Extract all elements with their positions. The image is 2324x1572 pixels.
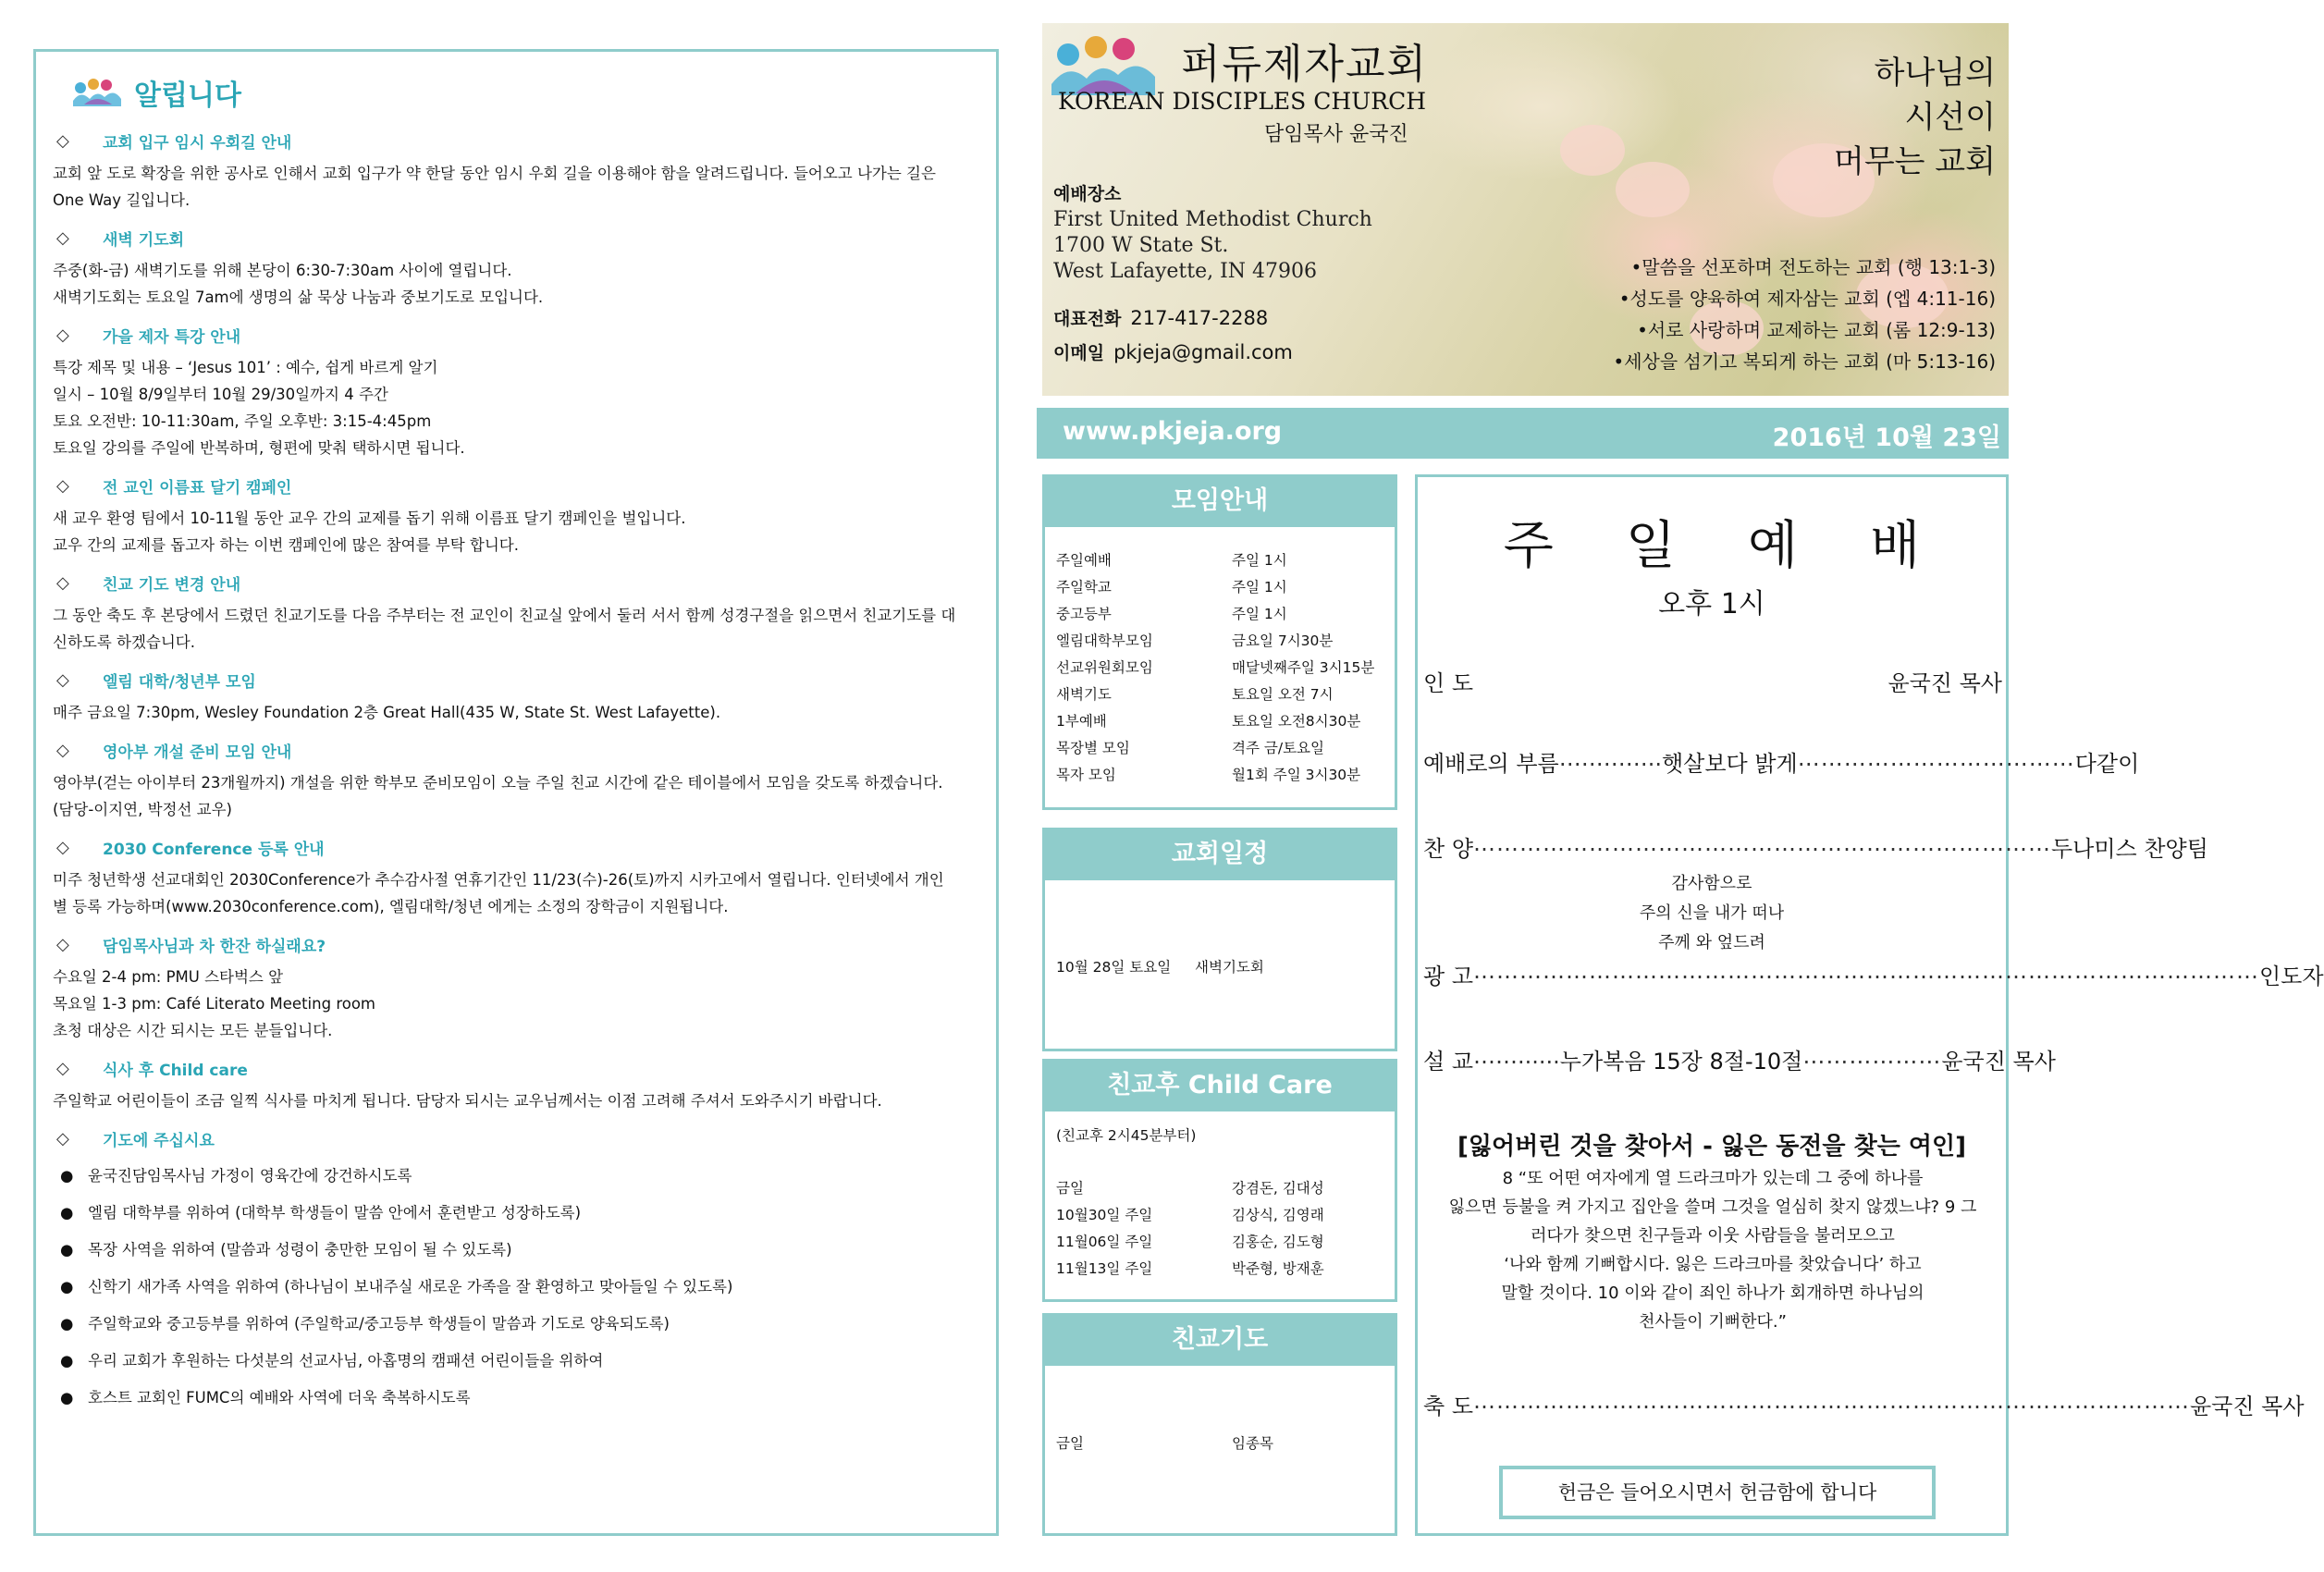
- row-label: 새벽기도: [1056, 686, 1112, 703]
- announcement-leader: 인도자: [2259, 964, 2324, 989]
- row-label: 11월06일 주일: [1056, 1234, 1153, 1250]
- table-row: [1056, 1229, 1383, 1256]
- row-value: 강겸돈, 김대성: [1232, 1180, 1324, 1197]
- notice-heading: [53, 129, 979, 153]
- table-row: [1056, 1202, 1383, 1229]
- row-label: 주일학교: [1056, 579, 1112, 596]
- offering-notice: 헌금은 들어오시면서 헌금함에 합니다: [1499, 1466, 1936, 1519]
- prayer-text: 우리 교회가 후원하는 다섯분의 선교사님, 아홉명의 캠패션 어린이들을 위하여: [88, 1352, 604, 1369]
- meetings-title: 모임안내: [1042, 474, 1397, 527]
- sermon-label: 설 교: [1423, 1049, 1473, 1075]
- mission-item: •성도를 양육하여 제자삼는 교회 (엡 4:11-16): [1618, 288, 1996, 310]
- venue-line: West Lafayette, IN 47906: [1053, 260, 1318, 283]
- notice-heading-text: 2030 Conference 등록 안내: [103, 841, 325, 859]
- hymn-item: 주께 와 엎드려: [1658, 933, 1765, 952]
- scripture-line: ‘나와 함께 기뻐합시다. 잃은 드라크마를 찾았습니다’ 하고: [1504, 1255, 1922, 1274]
- notice-line: 그 동안 축도 후 본당에서 드렸던 친교기도를 다음 주부터는 전 교인이 친교실 앞에서 둘러 서서 함께 성경구절을 읽으면서 친교기도를 대: [53, 607, 956, 624]
- row-label: 선교위원회모임: [1056, 659, 1153, 676]
- prayer-item: [53, 1343, 979, 1380]
- phone-number: 217-417-2288: [1130, 307, 1269, 329]
- notice-heading-text: 가을 제자 특강 안내: [103, 328, 241, 347]
- childcare-box: [1042, 1110, 1397, 1302]
- hymn-row: 찬 양 ………………………………………………………………… 두나미스 찬양팀: [1423, 830, 2208, 862]
- meetings-table: [1056, 547, 1383, 789]
- scripture-line: 러다가 찾으면 친구들과 이웃 사람들을 불러모으고: [1531, 1226, 1895, 1246]
- table-row: [1056, 762, 1383, 789]
- row-label: 11월13일 주일: [1056, 1260, 1153, 1277]
- prayer-item: [53, 1269, 979, 1306]
- childcare-title: 친교후 Child Care: [1042, 1059, 1397, 1111]
- row-value: 주일 1시: [1232, 606, 1287, 622]
- notice-heading: [53, 669, 979, 692]
- diamond-icon: ◇: [56, 670, 69, 690]
- bullet-icon: ●: [60, 1352, 74, 1369]
- diamond-icon: ◇: [56, 935, 69, 954]
- row-label: 금일: [1056, 1180, 1084, 1197]
- notice-heading-text: 친교 기도 변경 안내: [103, 576, 241, 595]
- table-row: [1056, 655, 1383, 682]
- notice-heading-text: 새벽 기도회: [103, 231, 185, 250]
- scripture-line: 말할 것이다. 10 이와 같이 죄인 하나가 회개하면 하나님의: [1501, 1283, 1924, 1303]
- bulletin-date: 2016년 10월 23일: [1772, 424, 2001, 452]
- worship-title: 주일예배: [1503, 516, 1993, 576]
- row-value: 토요일 오전8시30분: [1232, 713, 1361, 730]
- sermon-preacher: 윤국진 목사: [1941, 1049, 2056, 1075]
- diamond-icon: ◇: [56, 741, 69, 760]
- call-leader: 다같이: [2074, 751, 2140, 777]
- bullet-icon: ●: [60, 1315, 74, 1333]
- bullet-icon: ●: [60, 1278, 74, 1296]
- row-value: 주일 1시: [1232, 552, 1287, 569]
- invocation-leader: 윤국진 목사: [1887, 670, 2002, 696]
- prayer-text: 윤국진담임목사님 가정이 영육간에 강건하시도록: [88, 1167, 412, 1185]
- schedule-row: [1056, 954, 1383, 981]
- table-row: [1056, 628, 1383, 655]
- motto-line: 머무는 교회: [1833, 143, 1996, 180]
- notice-line: (담당-이지연, 박정선 교우): [53, 801, 232, 818]
- announcement-label: 광 고: [1423, 964, 1473, 989]
- worship-time: 오후 1시: [1658, 588, 1765, 620]
- row-value: 토요일 오전 7시: [1232, 686, 1334, 703]
- venue-label: 예배장소: [1053, 184, 1122, 204]
- notice-heading: [53, 324, 979, 347]
- childcare-note: (친교후 2시45분부터): [1056, 1127, 1197, 1144]
- diamond-icon: ◇: [56, 228, 69, 248]
- sermon-title: [잃어버린 것을 찾아서 - 잃은 동전을 찾는 여인]: [1457, 1133, 1966, 1161]
- scripture-text: [1423, 1164, 2002, 1336]
- notice-line: 일시 – 10월 8/9일부터 10월 29/30일까지 4 주간: [53, 386, 388, 403]
- meetings-box: [1042, 525, 1397, 810]
- prayer-text: 주일학교와 중고등부를 위하여 (주일학교/중고등부 학생들이 말씀과 기도로 양육되도록): [88, 1315, 670, 1333]
- notice-line: 별 등록 가능하며(www.2030conference.com), 엘림대학/청년 에게는 소정의 장학금이 지원됩니다.: [53, 898, 729, 915]
- prayer-text: 신학기 새가족 사역을 위하여 (하나님이 보내주실 새로운 가족을 잘 환영하고 맞아들일 수 있도록): [88, 1278, 733, 1296]
- prayer-item: [53, 1232, 979, 1269]
- diamond-icon: ◇: [56, 1129, 69, 1148]
- row-label: 중고등부: [1056, 606, 1112, 622]
- email-row: [1053, 339, 1293, 364]
- hymn-label: 찬 양: [1423, 836, 1473, 862]
- diamond-icon: ◇: [56, 131, 69, 151]
- diamond-icon: ◇: [56, 1059, 69, 1078]
- motto-line: 시선이: [1904, 99, 1996, 136]
- notices-header: [71, 72, 979, 113]
- prayer-text: 호스트 교회인 FUMC의 예배와 사역에 더욱 축복하시도록: [88, 1389, 471, 1406]
- hymn-list: [1418, 869, 2006, 958]
- schedule-event: 새벽기도회: [1195, 959, 1264, 976]
- hymn-item: 감사함으로: [1671, 874, 1752, 893]
- church-name: 퍼듀제자교회: [1181, 41, 1429, 88]
- email-address: pkjeja@gmail.com: [1113, 341, 1293, 363]
- notice-heading: [53, 227, 979, 250]
- notice-line: 주중(화-금) 새벽기도를 위해 본당이 6:30-7:30am 사이에 열립니다.: [53, 262, 512, 279]
- call-to-worship-row: 예배로의 부름 ………….. 햇살보다 밝게 ……………………………… 다같이: [1423, 745, 2140, 777]
- notice-line: 매주 금요일 7:30pm, Wesley Foundation 2층 Great Hall(435 W, State St. West Lafayette).: [53, 704, 721, 721]
- church-banner: [1042, 23, 2009, 396]
- schedule-title: 교회일정: [1042, 828, 1397, 880]
- row-value: 김홍순, 김도형: [1232, 1234, 1324, 1250]
- notices-title: 알립니다: [134, 80, 241, 112]
- notices-list: [53, 129, 979, 1150]
- pastor-name: 담임목사 윤국진: [1264, 123, 1408, 146]
- table-row: [1056, 547, 1383, 574]
- row-label: 주일예배: [1056, 552, 1112, 569]
- diamond-icon: ◇: [56, 573, 69, 593]
- website-link[interactable]: www.pkjeja.org: [1063, 417, 1283, 446]
- notice-line: 신하도록 하겠습니다.: [53, 633, 195, 651]
- email-label: 이메일: [1053, 343, 1105, 363]
- venue-line: 1700 W State St.: [1053, 234, 1229, 257]
- bullet-icon: ●: [60, 1204, 74, 1222]
- phone-row: [1053, 305, 1268, 330]
- prayer-item: [53, 1158, 979, 1195]
- invocation-label: 인 도: [1423, 670, 1473, 696]
- notice-heading: [53, 933, 979, 956]
- announcement-row: 광 고 ………………………………………………………………………………………… 인도자: [1423, 958, 2324, 989]
- mission-item: •말씀을 선포하며 전도하는 교회 (행 13:1-3): [1630, 256, 1996, 278]
- notice-line: 주일학교 어린이들이 조금 일찍 식사를 마치게 됩니다. 담당자 되시는 교우님께서는 이점 고려해 주셔서 도와주시기 바랍니다.: [53, 1092, 882, 1110]
- bullet-icon: ●: [60, 1389, 74, 1406]
- notice-heading-text: 영아부 개설 준비 모임 안내: [103, 743, 292, 762]
- row-value: 월1회 주일 3시30분: [1232, 767, 1361, 783]
- scripture-line: 천사들이 기뻐한다.”: [1639, 1312, 1787, 1332]
- table-row: [1056, 1256, 1383, 1283]
- childcare-table: [1056, 1175, 1383, 1283]
- hymn-item: 주의 신을 내가 떠나: [1639, 903, 1785, 923]
- notice-heading: [53, 739, 979, 762]
- row-value: 매달넷째주일 3시15분: [1232, 659, 1375, 676]
- url-date-bar: [1037, 408, 2009, 459]
- table-row: [1056, 601, 1383, 628]
- church-name-en: KOREAN DISCIPLES CHURCH: [1058, 88, 1426, 115]
- sermon-row: 설 교 ……...... 누가복음 15장 8절-10절 ……………… 윤국진 목사: [1423, 1043, 2056, 1075]
- prayer-duty-day: 금일: [1056, 1435, 1084, 1452]
- table-row: [1056, 735, 1383, 762]
- diamond-icon: ◇: [56, 476, 69, 496]
- notice-heading: [53, 1127, 979, 1150]
- prayer-duty-name: 임종목: [1232, 1435, 1273, 1452]
- table-row: [1056, 708, 1383, 735]
- diamond-icon: ◇: [56, 838, 69, 857]
- church-motto: [1834, 51, 1996, 184]
- notice-line: 교회 앞 도로 확장을 위한 공사로 인해서 교회 입구가 약 한달 동안 임시 우회 길을 이용해야 함을 알려드립니다. 들어오고 나가는 길은: [53, 165, 936, 182]
- prayer-list: [53, 1158, 979, 1417]
- worship-order: [1415, 474, 2324, 1536]
- motto-line: 하나님의: [1874, 55, 1996, 92]
- prayer-item: [53, 1306, 979, 1343]
- notice-heading: [53, 474, 979, 497]
- bullet-icon: ●: [60, 1167, 74, 1185]
- notice-line: 수요일 2-4 pm: PMU 스타벅스 앞: [53, 968, 284, 986]
- notice-heading: [53, 836, 979, 859]
- notice-heading: [53, 1057, 979, 1080]
- mission-item: •서로 사랑하며 교제하는 교회 (롬 12:9-13): [1637, 319, 1996, 341]
- prayer-duty-box: [1042, 1364, 1397, 1536]
- row-value: 박준형, 방재훈: [1232, 1260, 1324, 1277]
- table-row: [1056, 574, 1383, 601]
- prayer-item: [53, 1380, 979, 1417]
- notice-line: 목요일 1-3 pm: Café Literato Meeting room: [53, 995, 375, 1013]
- call-song: 햇살보다 밝게: [1662, 751, 1798, 777]
- notice-heading-text: 식사 후 Child care: [103, 1062, 248, 1080]
- notice-heading-text: 엘림 대학/청년부 모임: [103, 673, 256, 692]
- table-row: [1056, 1175, 1383, 1202]
- notice-line: 토요일 강의를 주일에 반복하며, 형편에 맞춰 택하시면 됩니다.: [53, 439, 465, 457]
- notice-line: 영아부(걷는 아이부터 23개월까지) 개설을 위한 학부모 준비모임이 오늘 주일 친교 시간에 같은 테이블에서 모임을 갖도록 하겠습니다.: [53, 774, 943, 792]
- row-label: 10월30일 주일: [1056, 1207, 1153, 1223]
- notice-line: 미주 청년학생 선교대회인 2030Conference가 추수감사절 연휴기간인 11/23(수)-26(토)까지 시카고에서 열립니다. 인터넷에서 개인: [53, 871, 944, 889]
- row-value: 금요일 7시30분: [1232, 632, 1334, 649]
- call-label: 예배로의 부름: [1423, 751, 1559, 777]
- prayer-text: 목장 사역을 위하여 (말씀과 성령이 충만한 모임이 될 수 있도록): [88, 1241, 512, 1259]
- benediction-leader: 윤국진 목사: [2190, 1394, 2305, 1419]
- notice-line: One Way 길입니다.: [53, 191, 191, 209]
- hymn-leader: 두나미스 찬양팀: [2051, 836, 2208, 862]
- notice-heading-text: 전 교인 이름표 달기 캠페인: [103, 479, 292, 497]
- table-row: [1056, 682, 1383, 708]
- bullet-icon: ●: [60, 1241, 74, 1259]
- benediction-row: 축 도 ………………………………………………………………………………… 윤국진 목사: [1423, 1388, 2305, 1419]
- notice-line: 새 교우 환영 팀에서 10-11월 동안 교우 간의 교제를 돕기 위해 이름표 달기 캠페인을 벌입니다.: [53, 510, 686, 527]
- notice-heading: [53, 571, 979, 595]
- prayer-text: 엘림 대학부를 위하여 (대학부 학생들이 말씀 안에서 훈련받고 성장하도록): [88, 1204, 582, 1222]
- notice-line: 특강 제목 및 내용 – ‘Jesus 101’ : 예수, 쉽게 바르게 알기: [53, 359, 438, 376]
- scripture-line: 8 “또 어떤 여자에게 열 드라크마가 있는데 그 중에 하나를: [1502, 1169, 1924, 1188]
- invocation-row: [1423, 665, 2002, 697]
- notice-heading-text: 교회 입구 임시 우회길 안내: [103, 134, 292, 153]
- scripture-line: 잃으면 등불을 켜 가지고 집안을 쓸며 그것을 얼심히 찾지 않겠느냐? 9 그: [1448, 1197, 1977, 1217]
- mission-list: [1613, 252, 1996, 377]
- notice-line: 초청 대상은 시간 되시는 모든 분들입니다.: [53, 1022, 333, 1039]
- prayer-duty-row: [1056, 1431, 1383, 1457]
- prayer-item: [53, 1195, 979, 1232]
- row-label: 목자 모임: [1056, 767, 1116, 783]
- mission-item: •세상을 섬기고 복되게 하는 교회 (마 5:13-16): [1613, 350, 1996, 373]
- notices-panel: [33, 49, 999, 1536]
- notice-line: 교우 간의 교제를 돕고자 하는 이번 캠페인에 많은 참여를 부탁 합니다.: [53, 536, 519, 554]
- benediction-label: 축 도: [1423, 1394, 1473, 1419]
- row-value: 격주 금/토요일: [1232, 740, 1324, 756]
- schedule-date: 10월 28일 토요일: [1056, 959, 1172, 976]
- prayer-duty-title: 친교기도: [1042, 1313, 1397, 1366]
- schedule-box: [1042, 878, 1397, 1051]
- row-value: 주일 1시: [1232, 579, 1287, 596]
- notice-heading-text: 기도에 주십시요: [103, 1132, 215, 1150]
- row-label: 목장별 모임: [1056, 740, 1130, 756]
- church-logo-icon: [71, 77, 123, 108]
- phone-label: 대표전화: [1053, 309, 1122, 329]
- diamond-icon: ◇: [56, 325, 69, 345]
- row-value: 김상식, 김영래: [1232, 1207, 1324, 1223]
- notice-line: 새벽기도회는 토요일 7am에 생명의 삶 묵상 나눔과 중보기도로 모입니다.: [53, 289, 544, 306]
- notice-line: 토요 오전반: 10-11:30am, 주일 오후반: 3:15-4:45pm: [53, 412, 432, 430]
- row-label: 1부예배: [1056, 713, 1107, 730]
- sermon-passage: 누가복음 15장 8절-10절: [1559, 1049, 1803, 1075]
- venue-line: First United Methodist Church: [1053, 208, 1372, 231]
- row-label: 엘림대학부모임: [1056, 632, 1153, 649]
- notice-heading-text: 담임목사님과 차 한잔 하실래요?: [103, 938, 326, 956]
